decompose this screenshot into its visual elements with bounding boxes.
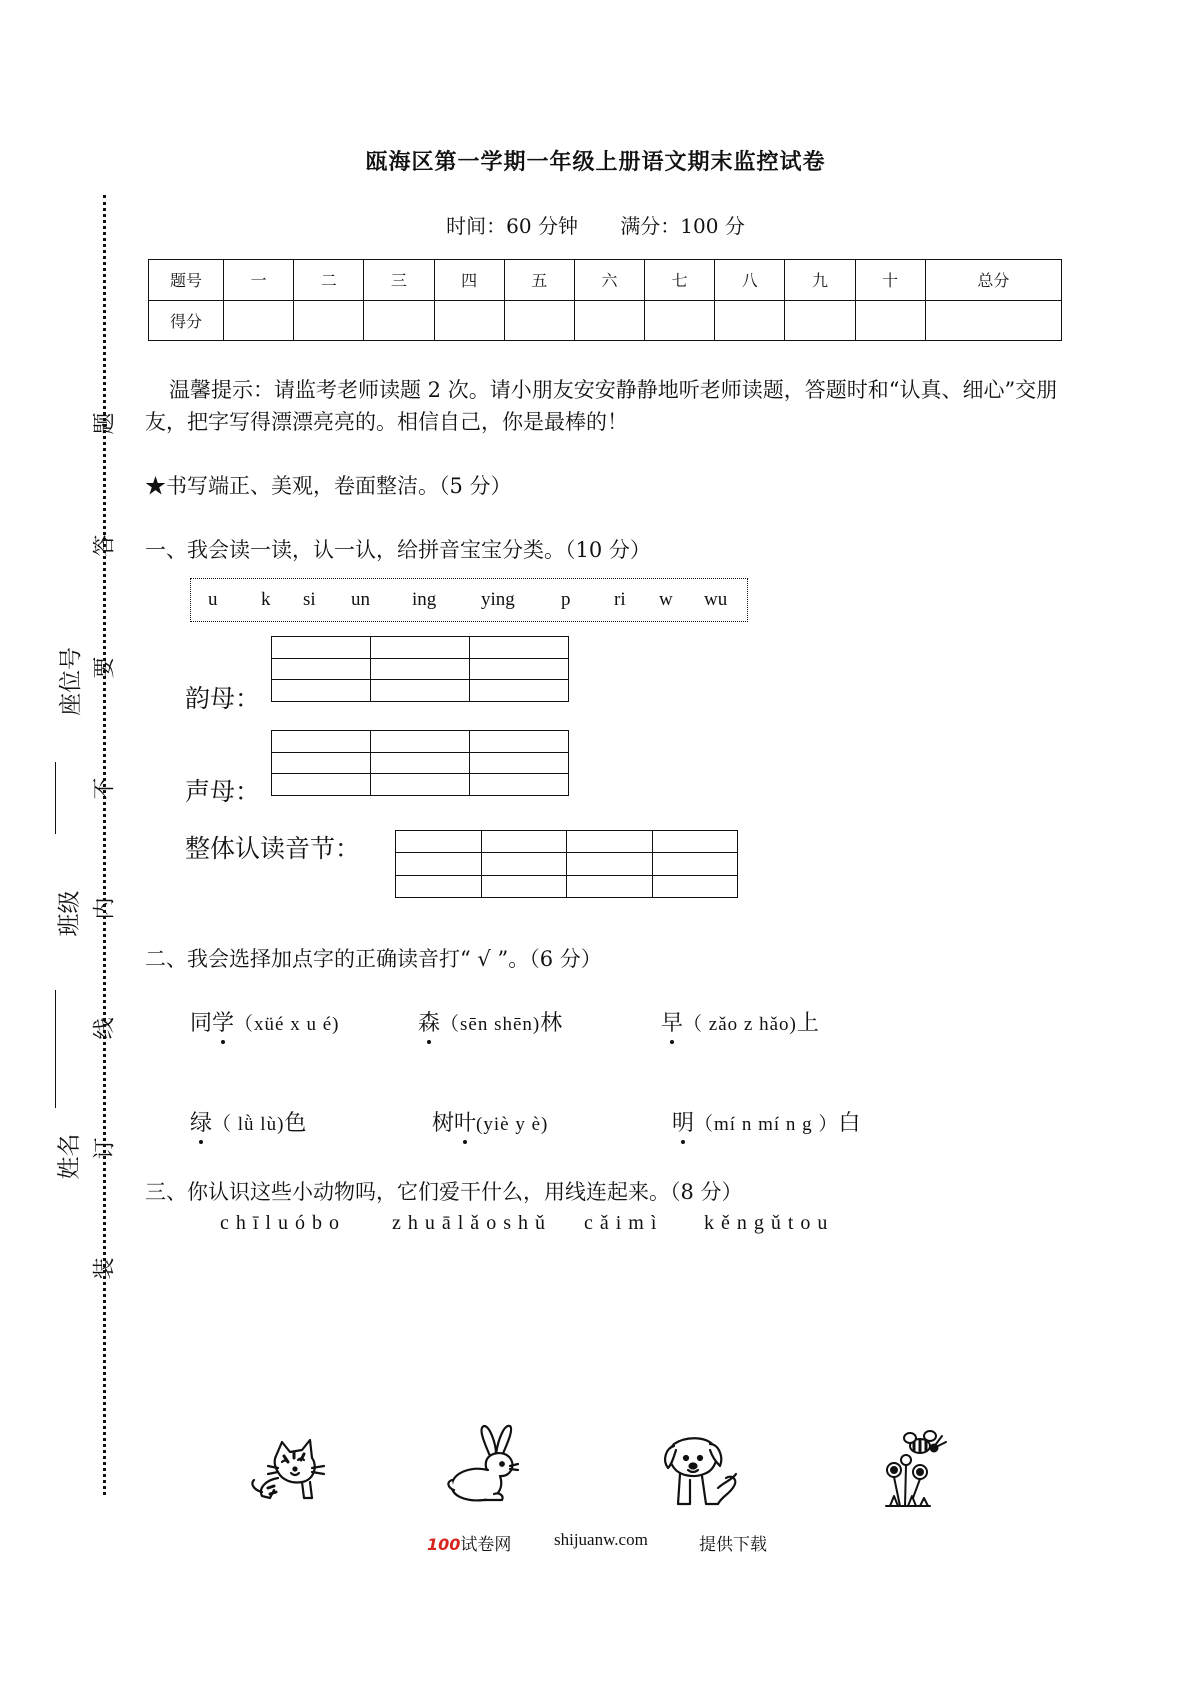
option-pinyin: （sēn shēn) <box>440 1014 541 1035</box>
dotted-char: 明 <box>672 1106 694 1137</box>
option-char: 色 <box>284 1111 307 1136</box>
score-table <box>148 259 1062 341</box>
binding-char-zhuang: 装 <box>92 1257 118 1280</box>
score-cell: 二 <box>294 260 364 301</box>
score-input[interactable] <box>434 300 504 341</box>
dotted-char: 叶 <box>454 1106 476 1137</box>
option-char: 树 <box>432 1111 455 1136</box>
question-3-title: 三、你认识这些小动物吗，它们爱干什么，用线连起来。（8 分） <box>145 1180 743 1204</box>
activity-pinyin-4: k ě n g ǔ t o u <box>704 1212 829 1234</box>
score-cell: 一 <box>224 260 294 301</box>
score-cell: 总分 <box>925 260 1061 301</box>
binding-char-nei: 内 <box>92 897 118 920</box>
option-pinyin: （mí n mí n g ） <box>694 1114 839 1135</box>
dotted-char: 学 <box>212 1006 234 1037</box>
score-cell: 五 <box>504 260 574 301</box>
exam-title: 瓯海区第一学期一年级上册语文期末监控试卷 <box>365 149 826 175</box>
binding-char-xian: 线 <box>92 1017 118 1040</box>
binding-char-yao: 要 <box>92 656 118 679</box>
score-cell: 三 <box>364 260 434 301</box>
score-cell: 八 <box>715 260 785 301</box>
zhengti-grid[interactable] <box>395 830 738 898</box>
reading-option-1[interactable] <box>190 1006 339 1037</box>
pinyin-item: ri <box>614 589 626 610</box>
shengmu-grid[interactable] <box>271 730 569 796</box>
class-field[interactable] <box>55 990 56 1108</box>
seat-label: 座位号 <box>58 647 84 716</box>
pinyin-item: w <box>659 589 673 610</box>
score-cell: 题号 <box>149 260 224 301</box>
pinyin-item: ing <box>412 589 437 610</box>
option-char: 林 <box>540 1011 563 1036</box>
bee-flower-illustration[interactable] <box>880 1430 952 1512</box>
reading-option-5[interactable] <box>432 1106 548 1137</box>
dotted-char: 绿 <box>190 1106 212 1137</box>
pinyin-item: wu <box>704 589 728 610</box>
reading-option-6[interactable] <box>672 1106 860 1137</box>
site-logo: 100 <box>427 1535 461 1554</box>
time-limit: 时间：60 分钟 <box>446 214 578 238</box>
pinyin-item: u <box>208 589 218 610</box>
exam-subtitle <box>0 210 1191 239</box>
score-input[interactable] <box>925 300 1061 341</box>
option-pinyin: （ lǜ lù) <box>212 1114 285 1135</box>
zhengti-label: 整体认读音节： <box>185 834 361 863</box>
footer <box>427 1530 511 1555</box>
score-input[interactable] <box>294 300 364 341</box>
score-cell: 十 <box>855 260 925 301</box>
name-label: 姓名 <box>56 1133 83 1180</box>
binding-char-bu: 不 <box>92 777 118 800</box>
yunmu-grid[interactable] <box>271 636 569 702</box>
binding-char-da: 答 <box>92 534 118 557</box>
handwriting-requirement: ★书写端正、美观，卷面整洁。（5 分） <box>145 474 512 498</box>
score-input[interactable] <box>574 300 644 341</box>
cat-illustration[interactable] <box>248 1436 330 1506</box>
option-char: 上 <box>796 1011 819 1036</box>
full-score: 满分：100 分 <box>620 214 745 238</box>
reading-option-4[interactable] <box>190 1106 306 1137</box>
pinyin-item: ying <box>481 589 515 610</box>
dotted-char: 森 <box>418 1006 440 1037</box>
question-1-title: 一、我会读一读，认一认，给拼音宝宝分类。（10 分） <box>145 538 651 562</box>
pinyin-item: un <box>351 589 370 610</box>
score-label: 得分 <box>149 300 224 341</box>
score-input[interactable] <box>504 300 574 341</box>
reading-option-2[interactable] <box>418 1006 562 1037</box>
option-pinyin: （xüé x u é) <box>234 1014 340 1035</box>
score-header-row <box>149 260 1062 301</box>
score-input[interactable] <box>855 300 925 341</box>
shengmu-label: 声母： <box>185 777 261 806</box>
option-char: 白 <box>838 1111 861 1136</box>
option-char: 同 <box>190 1011 213 1036</box>
site-logo-text: 试卷网 <box>460 1535 512 1555</box>
reading-option-3[interactable] <box>661 1006 819 1037</box>
download-note: 提供下载 <box>699 1535 767 1555</box>
binding-char-ti: 题 <box>92 412 118 435</box>
rabbit-illustration[interactable] <box>444 1422 530 1508</box>
score-cell: 四 <box>434 260 504 301</box>
score-cell: 六 <box>574 260 644 301</box>
pinyin-box <box>190 578 748 622</box>
warm-tip: 温馨提示：请监考老师读题 2 次。请小朋友安安静静地听老师读题，答题时和“认真、细心”交朋友，把字写得漂漂亮亮的。相信自己，你是最棒的！ <box>145 378 1058 434</box>
score-input[interactable] <box>364 300 434 341</box>
dog-illustration[interactable] <box>660 1434 742 1512</box>
option-pinyin: (yiè y è) <box>476 1114 549 1135</box>
score-input[interactable] <box>715 300 785 341</box>
score-value-row <box>149 300 1062 341</box>
activity-pinyin-3: c ǎ i m ì <box>584 1212 658 1234</box>
activity-pinyin-1: c h ī l u ó b o <box>220 1212 340 1234</box>
binding-dotted-line <box>103 195 106 1495</box>
score-input[interactable] <box>224 300 294 341</box>
pinyin-item: p <box>561 589 571 610</box>
dotted-char: 早 <box>661 1006 683 1037</box>
pinyin-item: k <box>261 589 271 610</box>
question-2-title: 二、我会选择加点字的正确读音打“ √ ”。（6 分） <box>145 947 602 971</box>
class-label: 班级 <box>56 890 83 937</box>
yunmu-label: 韵母： <box>185 684 261 713</box>
score-input[interactable] <box>645 300 715 341</box>
seat-field[interactable] <box>55 762 56 834</box>
option-pinyin: （ zǎo z hǎo) <box>683 1014 797 1035</box>
score-input[interactable] <box>785 300 855 341</box>
activity-pinyin-2: z h u ā l ǎ o s h ǔ <box>392 1212 546 1234</box>
pinyin-item: si <box>303 589 316 610</box>
binding-char-ding: 订 <box>92 1137 118 1160</box>
score-cell: 九 <box>785 260 855 301</box>
score-cell: 七 <box>645 260 715 301</box>
site-url[interactable]: shijuanw.com <box>554 1530 648 1549</box>
